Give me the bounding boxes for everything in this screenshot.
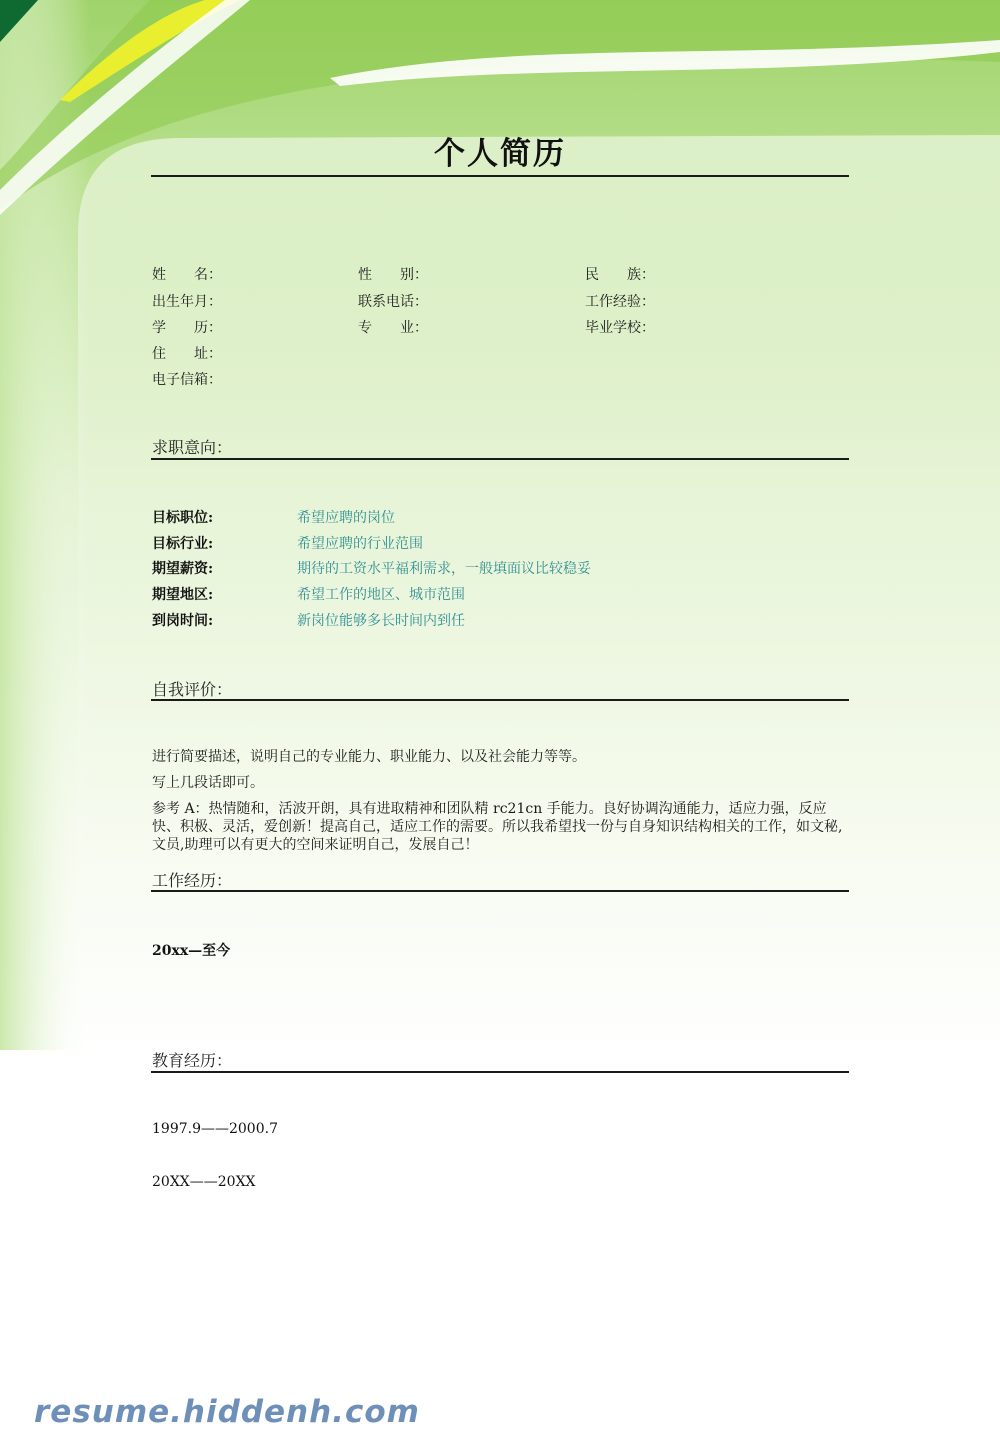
name-label: 姓 名：	[152, 267, 222, 283]
self-eval-divider	[151, 699, 849, 701]
education-period-2: 20XX——20XX	[152, 1174, 256, 1190]
education-level-label: 学 历：	[152, 320, 222, 336]
gender-label: 性 别：	[358, 267, 428, 283]
site-watermark: resume.hiddenh.com	[34, 1394, 420, 1430]
job-intent-heading: 求职意向：	[152, 438, 233, 457]
education-divider	[151, 1071, 849, 1073]
self-eval-line-1: 进行简要描述，说明自己的专业能力、职业能力、以及社会能力等等。	[152, 749, 586, 765]
expected-region-value: 希望工作的地区、城市范围	[297, 587, 465, 603]
school-label: 毕业学校：	[585, 320, 655, 336]
work-divider	[151, 890, 849, 892]
self-eval-heading: 自我评价：	[152, 680, 233, 699]
expected-salary-value: 期待的工资水平福利需求，一般填面议比较稳妥	[297, 561, 591, 577]
work-heading: 工作经历：	[152, 871, 233, 890]
education-period-1: 1997.9——2000.7	[152, 1121, 278, 1137]
page-title: 个人简历	[434, 136, 566, 172]
address-label: 住 址：	[152, 346, 222, 362]
target-position-label: 目标职位:	[152, 510, 214, 526]
expected-region-label: 期望地区:	[152, 587, 214, 603]
phone-label: 联系电话：	[358, 294, 428, 310]
major-label: 专 业：	[358, 320, 428, 336]
self-eval-line-2: 写上几段话即可。	[152, 775, 264, 791]
education-heading: 教育经历：	[152, 1051, 233, 1070]
work-period: 20xx—至今	[152, 943, 231, 959]
job-intent-divider	[151, 458, 849, 460]
self-eval-paragraph: 参考 A：热情随和，活波开朗，具有进取精神和团队精 rc21cn 手能力。良好协调沟通能力，适应力强，反应快、积极、灵活，爱创新！提高自己，适应工作的需要。所以我希望找一份与自身知识结构相关的工作，如文秘,文员,助理可以有更大的空间来证明自己，发展自己！	[152, 801, 843, 853]
start-time-value: 新岗位能够多长时间内到任	[297, 613, 465, 629]
title-divider	[151, 175, 849, 177]
ethnicity-label: 民 族：	[585, 267, 655, 283]
expected-salary-label: 期望薪资:	[152, 561, 214, 577]
target-position-value: 希望应聘的岗位	[297, 510, 395, 526]
experience-label: 工作经验：	[585, 294, 655, 310]
target-industry-label: 目标行业:	[152, 536, 214, 552]
birth-label: 出生年月：	[152, 294, 222, 310]
start-time-label: 到岗时间:	[152, 613, 214, 629]
email-label: 电子信箱：	[152, 372, 222, 388]
target-industry-value: 希望应聘的行业范围	[297, 536, 423, 552]
